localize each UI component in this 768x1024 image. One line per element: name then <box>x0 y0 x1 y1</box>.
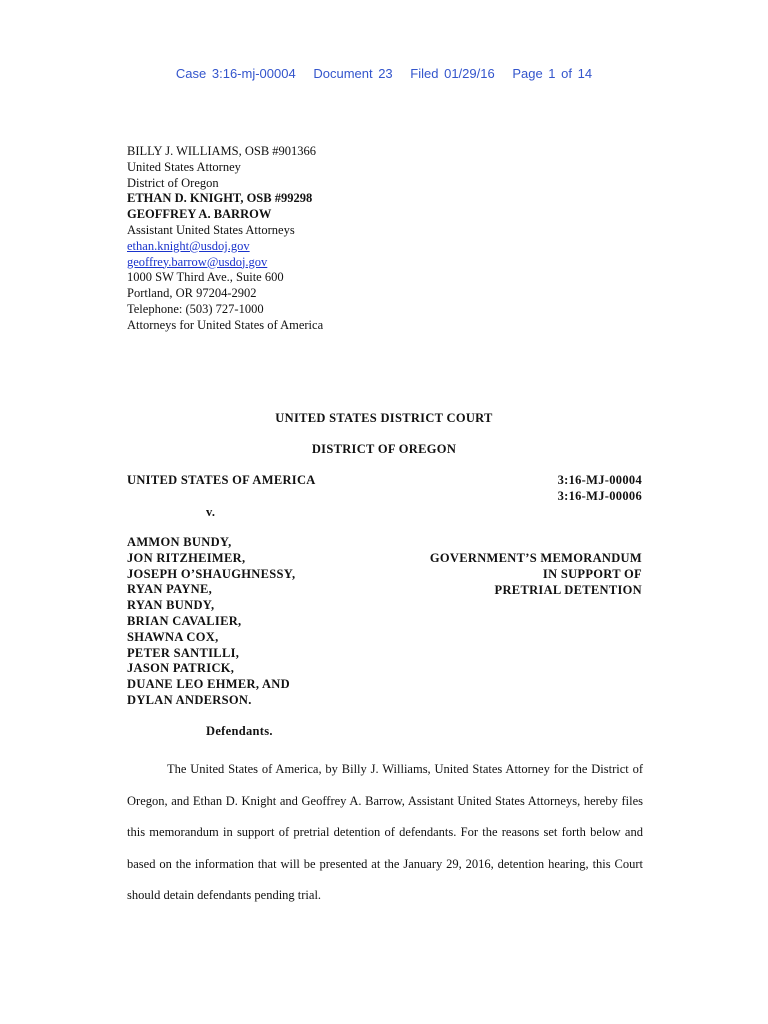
defendant-name: JASON PATRICK, <box>127 661 235 676</box>
email-link[interactable]: geoffrey.barrow@usdoj.gov <box>127 254 268 269</box>
attorney-line: 1000 SW Third Ave., Suite 600 <box>127 270 284 285</box>
attorney-block <box>127 144 323 334</box>
attorney-line: BILLY J. WILLIAMS, OSB #901366 <box>127 144 317 158</box>
case-numbers <box>558 473 642 505</box>
case-number: Case 3:16-mj-00004 <box>175 66 296 81</box>
attorney-line: District of Oregon <box>127 175 219 190</box>
defendant-name: BRIAN CAVALIER, <box>127 613 242 628</box>
court-district: DISTRICT OF OREGON <box>311 442 457 456</box>
document-title-line: IN SUPPORT OF <box>542 566 642 581</box>
attorney-line: GEOFFREY A. BARROW <box>127 207 272 222</box>
document-number: Document 23 <box>313 66 393 81</box>
case-number-line: 3:16-MJ-00004 <box>557 473 642 487</box>
defendant-name: RYAN PAYNE, <box>127 582 213 597</box>
defendants-label: Defendants. <box>206 724 273 738</box>
attorney-line: Attorneys for United States of America <box>127 317 324 332</box>
email-link[interactable]: ethan.knight@usdoj.gov <box>127 238 250 253</box>
defendant-name: SHAWNA COX, <box>127 629 219 644</box>
attorney-line: Portland, OR 97204-2902 <box>127 286 257 301</box>
defendants-list <box>127 535 295 709</box>
document-title-line: PRETRIAL DETENTION <box>494 582 642 597</box>
defendant-name: JOSEPH O’SHAUGHNESSY, <box>127 566 296 581</box>
court-name: UNITED STATES DISTRICT COURT <box>275 411 493 425</box>
page-number: Page 1 of 14 <box>512 66 593 81</box>
attorney-line: ETHAN D. KNIGHT, OSB #99298 <box>127 191 313 206</box>
body-paragraph: The United States of America, by Billy J. Williams, United States Attorney for the District of Oregon, and Ethan D. Knight and Geoffrey A. Barrow, Assistant United States Attorneys, hereby files this memorandum in support of pretrial detention of defendants. For the reasons set forth below and based on the information that will be presented at the January 29, 2016, detention hearing, this Court should detain defendants pending trial. <box>127 762 643 902</box>
attorney-line: Telephone: (503) 727-1000 <box>127 301 264 316</box>
attorney-line: Assistant United States Attorneys <box>127 222 295 237</box>
defendant-name: JON RITZHEIMER, <box>127 550 246 565</box>
case-number-line: 3:16-MJ-00006 <box>557 488 642 503</box>
versus: v. <box>206 505 216 519</box>
defendant-name: DUANE LEO EHMER, AND <box>127 677 290 692</box>
filed-date: Filed 01/29/16 <box>410 66 495 81</box>
defendant-name: AMMON BUNDY, <box>127 535 232 549</box>
plaintiff-name: UNITED STATES OF AMERICA <box>127 473 316 487</box>
defendant-name: PETER SANTILLI, <box>127 645 240 660</box>
defendant-name: RYAN BUNDY, <box>127 598 215 613</box>
document-title-line: GOVERNMENT’S MEMORANDUM <box>429 551 642 565</box>
defendant-name: DYLAN ANDERSON. <box>127 692 252 707</box>
attorney-line: United States Attorney <box>127 159 241 174</box>
document-title <box>430 551 642 598</box>
body-text <box>127 754 643 912</box>
ecf-header <box>0 66 768 81</box>
